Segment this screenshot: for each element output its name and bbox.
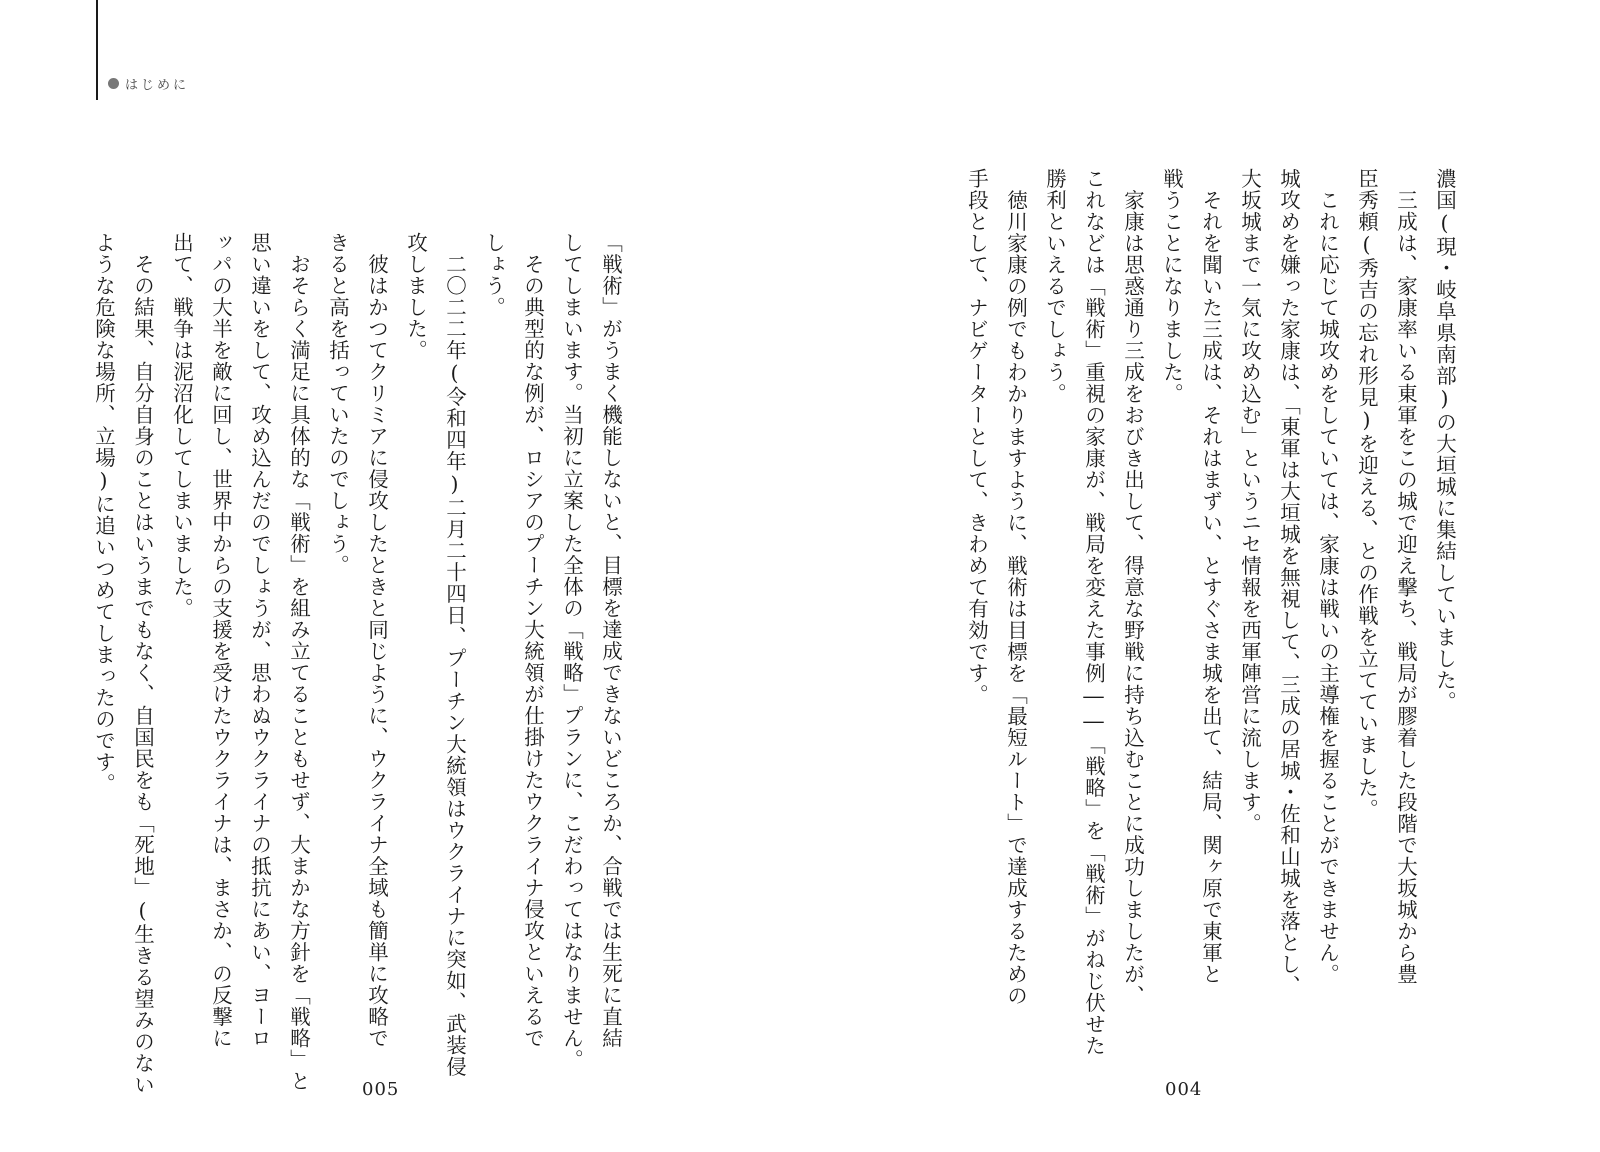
text-column: 勝利といえるでしょう。 (1042, 168, 1067, 405)
text-column: その典型的な例が、ロシアのプーチン大統領が仕掛けたウクライナ侵攻といえるで (520, 232, 545, 1049)
text-column: 手段として、ナビゲーターとして、きわめて有効です。 (964, 168, 989, 706)
text-column: これなどは「戦術」重視の家康が、戦局を変えた事例――「戦略」を「戦術」がねじ伏せた (1081, 168, 1106, 1057)
text-column: 臣秀頼(秀吉の忘れ形見)を迎える、との作戦を立てていました。 (1354, 168, 1379, 820)
text-column: 大坂城まで一気に攻め込む」というニセ情報を西軍陣営に流します。 (1237, 168, 1262, 835)
text-column: 思い違いをして、攻め込んだのでしょうが、思わぬウクライナの抵抗にあい、ヨーロ (247, 232, 272, 1049)
text-column: おそらく満足に具体的な「戦術」を組み立てることもせず、大まかな方針を「戦略」と (286, 232, 311, 1092)
text-column: それを聞いた三成は、それはまずい、とすぐさま城を出て、結局、関ヶ原で東軍と (1198, 168, 1223, 985)
text-column: その結果、自分自身のことはいうまでもなく、自国民をも「死地」(生きる望みのない (130, 232, 155, 1096)
running-head-label: はじめに (125, 78, 190, 93)
text-column: ッパの大半を敵に回し、世界中からの支援を受けたウクライナは、まさか、の反撃に (208, 232, 233, 1049)
text-column: これに応じて城攻めをしていては、家康は戦いの主導権を握ることができません。 (1315, 168, 1340, 985)
folio-left: 005 (362, 1079, 400, 1100)
text-column: 彼はかつてクリミアに侵攻したときと同じように、ウクライナ全域も簡単に攻略で (364, 232, 389, 1049)
text-column: 城攻めを嫌った家康は、「東軍は大垣城を無視して、三成の居城・佐和山城を落とし、 (1276, 168, 1301, 997)
text-column: ような危険な場所、立場)に追いつめてしまったのです。 (91, 232, 116, 795)
text-column: 三成は、家康率いる東軍をこの城で迎え撃ち、戦局が膠着した段階で大坂城から豊 (1393, 168, 1418, 985)
text-column: 濃国(現・岐阜県南部)の大垣城に集結していました。 (1432, 168, 1457, 713)
text-column: 攻しました。 (403, 232, 428, 361)
bullet-icon (108, 78, 119, 89)
text-column: しょう。 (481, 232, 506, 318)
running-head (108, 74, 189, 93)
text-column: してしまいます。当初に立案した全体の「戦略」プランに、こだわってはなりません。 (559, 232, 584, 1071)
text-column: きると高を括っていたのでしょう。 (325, 232, 350, 576)
text-column: 戦うことになりました。 (1159, 168, 1184, 405)
text-column: 家康は思惑通り三成をおびき出して、得意な野戦に持ち込むことに成功しましたが、 (1120, 168, 1145, 1007)
text-column: 徳川家康の例でもわかりますように、戦術は目標を「最短ルート」で達成するための (1003, 168, 1028, 1007)
text-column: 二〇二二年(令和四年)二月二十四日、プーチン大統領はウクライナに突如、武装侵 (442, 232, 467, 1078)
text-column: 出て、戦争は泥沼化してしまいました。 (169, 232, 194, 619)
text-column: 「戦術」がうまく機能しないと、目標を達成できないどころか、合戦では生死に直結 (598, 232, 623, 1049)
folio-right: 004 (1165, 1079, 1203, 1100)
margin-rule (96, 0, 98, 100)
